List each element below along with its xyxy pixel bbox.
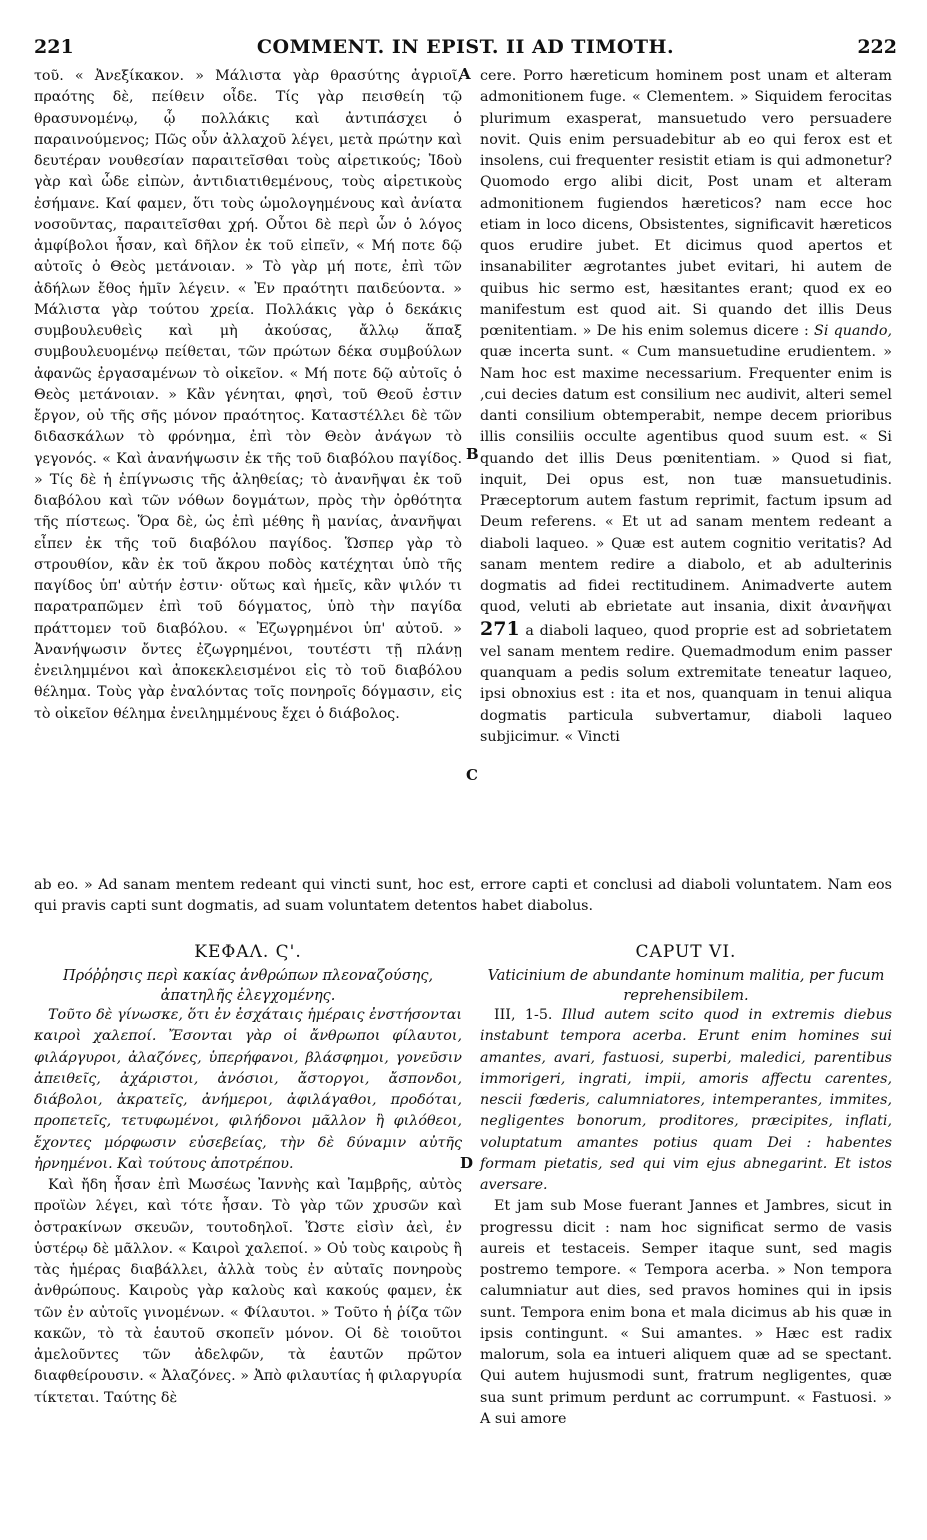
greek-paragraph: τοῦ. « Ἀνεξίκακον. » Μάλιστα γὰρ θρασύτης ἀγριοῖ, πραότης δὲ, πείθειν οἶδε. Τίς γὰρ πεισθείη τῷ θρασυνομένῳ, ᾧ πολλάκις καὶ ἀντιπάσχει ὁ παραινούμενος; Πῶς οὖν ἀλλαχοῦ λέγει, μετὰ πρώτην καὶ δευτέραν νουθεσίαν παραιτεῖσθαι τοὺς αἱρετικούς; Ἰδοὺ γὰρ καὶ ὧδε εἰπὼν, ἀντιδιατιθεμένους, τοὺς αἱρετικοὺς ἐσήμανε. Καί φαμεν, ὅτι τοὺς ὡμολογημένους καὶ ἀνίατα νοσοῦντας, παραιτεῖσθαι χρή. Οὗτοι δὲ περὶ ὧν ὁ λόγος ἀμφίβολοι ἦσαν, καὶ δῆλον ἐκ τοῦ εἰπεῖν, « Μή ποτε δῷ αὐτοῖς ὁ Θεὸς μετάνοιαν. » Τὸ γὰρ μή ποτε, ἐπὶ τῶν ἀδήλων ἔθος ἡμῖν λέγειν. « Ἐν πραότητι παιδεύοντα. » Μάλιστα γὰρ τούτου χρεία. Πολλάκις γὰρ ὁ δεκάκις συμβουλευθεὶς καὶ μὴ ἀκούσας, ἄλλῳ ἅπαξ συμβουλευομένῳ πείθεται, τῶν πρώτων δέκα συμβούλων ἀφανῶς ἐργασαμένων τὸ οἰκεῖον. « Μή ποτε δῷ αὐτοῖς ὁ Θεὸς μετάνοιαν. » Κἂν γένηται, φησὶ, τοῦ Θεοῦ ἐστιν ἔργον, οὐ τῆς σῆς μόνον πραότητος. Καταστέλλει δὲ τῶν διδασκάλων τὸ φρόνημα, ἐπὶ τὸν Θεὸν ἀνάγων τὸ γεγονός. « Καὶ ἀνανήψωσιν ἐκ τῆς τοῦ διαβόλου παγίδος. » Τίς δὲ ἡ ἐπίγνωσις τῆς ἀληθείας; τὸ ἀνανῆψαι ἐκ τοῦ διαβόλου καὶ τῶν νόθων δογμάτων, πρὸς τὴν ὀρθότητα τῆς πίστεως. Ὅρα δὲ, ὡς ἐπὶ μέθης ἢ μανίας, ἀνανῆψαι εἶπεν ἐκ τῆς τοῦ διαβόλου παγίδος. Ὥσπερ γὰρ τὸ στρουθίον, κἂν ἐκ τοῦ ἄκρου ποδὸς κατέχηται ὑπὸ τῆς παγίδος ὑπ' αὐτήν ἐστιν· οὕτως καὶ ἡμεῖς, κἂν ψιλόν τι παρατραπῶμεν ἐπὶ τοῦ δόγματος, ὑπὸ τὴν παγίδα πράττομεν τοῦ διαβόλου. « Ἐζωγρημένοι ὑπ' αὐτοῦ. » Ἀνανήψωσιν ὄντες ἐζωγρημένοι, τουτέστι τῇ πλάνῃ ἐνειλημμένοι καὶ ἀποκεκλεισμένοι εἰς τὸ τοῦ διαβόλου θέλημα. Τοὺς γὰρ ἐναλόντας τοῖς πονηροῖς δόγμασιν, εἰς τὸ οἰκεῖον θέλημα ἐνειλημμένους ἔχει ὁ διάβολος. bbox=[34, 68, 462, 722]
left-page-number: 221 bbox=[34, 36, 74, 58]
margin-letter-c-top: C bbox=[466, 766, 478, 784]
running-header bbox=[34, 36, 897, 66]
full-width-continuation bbox=[34, 875, 892, 918]
latin-greek-word: ἀνανῆψαι bbox=[820, 599, 892, 616]
continuation-text: ab eo. » Ad sanam mentem redeant qui vincti sunt, hoc est, errore capti et conclusi ad diaboli voluntatem. Nam eos qui pravis capti sunt dogmatis, ad suam voluntatem detentos habet diabolus. bbox=[34, 877, 892, 915]
latin-text-c: a diaboli laqueo, quod proprie est ad sobrietatem vel sanam mentem redire. Quemadmodum enim passer quanquam a pedis solum extremitate teneatur laqueo, ipsi obnoxius est : ita et nos, quanquam in tenui aliqua dogmatis particula subvertamur, diaboli laqueo subjicimur. « Vincti bbox=[480, 622, 892, 745]
margin-letter-a: A bbox=[459, 65, 471, 83]
latin-text-a: cere. Porro hæreticum hominem post unam et alteram admonitionem fuge. « Clementem. » Siquidem ferocitas plurimum exasperat, mansuetudo vero persuadere novit. Quis enim persuadebitur ab eo qui ferox est et insolens, cui frequenter resistit etiam is qui admonetur? Quomodo ergo alibi dicit, Post unam et alteram admonitionem fugiendos hæreticos? nam ecce hoc etiam in loco dicens, Obsistentes, significavit hæreticos quos erudire jubet. Et dicimus quod apertos et insanabiliter ægrotantes jubet evitari, hi autem de quibus hic sermo est, hæsitantes erant; quod ex eo manifestum est quod ait. Si quando det illis Deus pœnitentiam. » De his enim solemus dicere : bbox=[480, 68, 892, 339]
margin-letter-b: B bbox=[466, 445, 479, 463]
greek-chapter-heading: ΚΕΦΑΛ. Ϛ'. bbox=[194, 942, 302, 962]
latin-verse-text: Illud autem scito quod in extremis diebus instabunt tempora acerba. Erunt enim homines sui amantes, avari, fastuosi, superbi, maledici, parentibus immorigeri, ingrati, impii, amoris affectu carentes, nescii fœderis, calumniatores, intemperantes, immites, negligentes bonorum, proditores, præcipites, inflati, voluptatum amantes potius quam Dei : habentes formam pietatis, sed qui vim ejus abnegarint. Et istos aversare. bbox=[480, 1007, 893, 1193]
greek-chapter-summary: Πρόῤῥησις περὶ κακίας ἀνθρώπων πλεοναζούσης, ἀπατηλῆς ἐλεγχομένης. bbox=[62, 968, 434, 1004]
latin-italic-si-quando: Si quando, bbox=[814, 323, 892, 339]
latin-column-top bbox=[480, 66, 892, 748]
right-page-number: 222 bbox=[857, 36, 897, 58]
latin-paragraph bbox=[480, 66, 892, 748]
latin-chapter-summary: Vaticinium de abundante hominum malitia, per fucum reprehensibilem. bbox=[487, 968, 885, 1004]
running-title: COMMENT. IN EPIST. II AD TIMOTH. bbox=[256, 36, 675, 58]
latin-column-bottom bbox=[480, 1005, 892, 1430]
greek-column-top bbox=[34, 66, 462, 725]
latin-text-b: quæ incerta sunt. « Cum mansuetudine erudientem. » Nam hoc est maxime necessarium. Frequenter enim is ,cui decies datum est consilium nec audivit, alteri semel danti consilium obtemperabit, nempe decem prioribus illis consiliis occulte agentibus quod suum est. « Si quando det illis Deus pœnitentiam. » Quod si fiat, inquit, Dei opus est, non tuæ mansuetudinis. Præceptorum autem fastum reprimit, factum ipsum ad Deum referens. « Et ut ad sanam mentem redeant a diaboli laqueo. » Quæ est autem cognitio veritatis? Ad sanam mentem redire a diabolo, et ab adulterinis dogmatis ad fidei rectitudinem. Animadverte autem quod, veluti ab ebrietate aut insania, dixit bbox=[480, 344, 892, 616]
greek-commentary: Καὶ ἤδη ἦσαν ἐπὶ Μωσέως Ἰαννὴς καὶ Ἰαμβρῆς, αὐτὸς προϊὼν λέγει, καὶ τότε ἦσαν. Τὸ γὰρ τῶν χρυσῶν καὶ ὀστρακίνων σκευῶν, τουτοδηλοῖ. Ὥστε εἰσὶν ἀεὶ, ἐν ὑστέρῳ δὲ μᾶλλον. « Καιροὶ χαλεποί. » Οὐ τοὺς καιροὺς ἢ τὰς ἡμέρας διαβάλλει, ἀλλὰ τοὺς ἐν αὐταῖς πονηροὺς ἀνθρώπους. Καιροὺς γὰρ καλοὺς καὶ κακούς φαμεν, ἐκ τῶν ἐν αὐτοῖς γινομένων. « Φίλαυτοι. » Τοῦτο ἡ ῥίζα τῶν κακῶν, τὸ τὰ ἑαυτοῦ σκοπεῖν μόνον. Οἱ δὲ τοιοῦτοι ἀμελοῦντες τῶν ἀδελφῶν, τὰ ἑαυτῶν πρῶτον διαφθείρουσιν. « Ἀλαζόνες. » Ἀπὸ φιλαυτίας ἡ φιλαργυρία τίκτεται. Ταύτης δὲ bbox=[34, 1177, 462, 1406]
greek-column-bottom bbox=[34, 1005, 462, 1409]
latin-chapter-heading: CAPUT VI. bbox=[635, 942, 737, 962]
greek-verse: Τοῦτο δὲ γίνωσκε, ὅτι ἐν ἐσχάταις ἡμέραις ἐνστήσονται καιροὶ χαλεποί. Ἔσονται γὰρ οἱ ἄνθρωποι φίλαυτοι, φιλάργυροι, ἀλαζόνες, ὑπερήφανοι, βλάσφημοι, γονεῦσιν ἀπειθεῖς, ἀχάριστοι, ἀνόσιοι, ἄστοργοι, ἄσπονδοι, διάβολοι, ἀκρατεῖς, ἀνήμεροι, ἀφιλάγαθοι, προδόται, προπετεῖς, τετυφωμένοι, φιλήδονοι μᾶλλον ἢ φιλόθεοι, ἔχοντες μόρφωσιν εὐσεβείας, τὴν δὲ δύναμιν αὐτῆς ἠρνημένοι. Καὶ τούτους ἀποτρέπου. bbox=[34, 1007, 462, 1172]
latin-verse-reference: III, 1-5. bbox=[494, 1007, 553, 1023]
latin-commentary: Et jam sub Mose fuerant Jannes et Jambres, sicut in progressu dicit : nam hoc significat sermo de vasis aureis et testaceis. Semper itaque sunt, sed magis postremo tempore. « Tempora acerba. » Non tempora calumniatur aut dies, sed pravos homines qui in ipsis sunt. Tempora enim bona et mala dicimus ab his quæ in ipsis contingunt. « Sui amantes. » Hæc est radix malorum, sola ea intueri aliquem quæ ad se spectant. Qui autem hujusmodi sunt, fratrum negligentes, quæ sua sunt primum perdunt ac corrumpunt. « Fastuosi. » A sui amore bbox=[480, 1198, 892, 1427]
edition-page-marker: 271 bbox=[480, 617, 520, 640]
latin-verse bbox=[480, 1005, 892, 1196]
margin-letter-d: D bbox=[460, 1154, 474, 1172]
